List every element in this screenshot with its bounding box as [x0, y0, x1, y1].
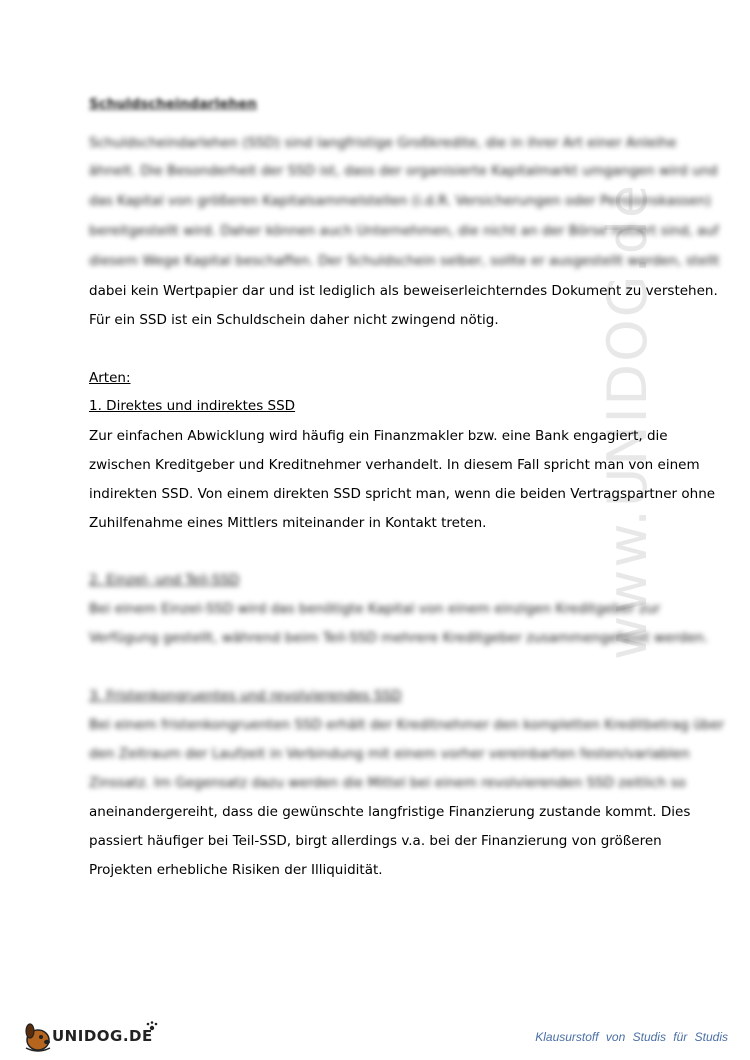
- footer-tagline: Klausurstoff von Studis für Studis: [535, 1030, 728, 1044]
- section3-line-5: passiert häufiger bei Teil-SSD, birgt allerdings v.a. bei der Finanzierung von größeren: [89, 833, 662, 849]
- intro-line-1: Schuldscheindarlehen (SSD) sind langfristige Großkredite, die in ihrer Art einer Anleihe: [89, 135, 677, 151]
- section3-line-6: Projekten erhebliche Risiken der Illiquidität.: [89, 862, 383, 878]
- section1-line-4: Zuhilfenahme eines Mittlers miteinander in Kontakt treten.: [89, 515, 487, 531]
- intro-line-2: ähnelt. Die Besonderheit der SSD ist, dass der organisierte Kapitalmarkt umgangen wird und: [89, 163, 718, 179]
- section3-line-4: aneinandergereiht, dass die gewünschte langfristige Finanzierung zustande kommt. Dies: [89, 804, 691, 820]
- section1-line-1: Zur einfachen Abwicklung wird häufig ein Finanzmakler bzw. eine Bank engagiert, die: [89, 428, 668, 444]
- section2-line-2: Verfügung gestellt, während beim Teil-SSD mehrere Kreditgeber zusammengefasst werden.: [89, 630, 709, 646]
- section2-heading: 2. Einzel- und Teil-SSD: [89, 572, 240, 588]
- intro-line-6: dabei kein Wertpapier dar und ist lediglich als beweiserleichterndes Dokument zu verstehen.: [89, 283, 718, 299]
- section1-line-3: indirekten SSD. Von einem direkten SSD spricht man, wenn die beiden Vertragspartner ohne: [89, 486, 716, 502]
- intro-line-4: bereitgestellt wird. Daher können auch Unternehmen, die nicht an der Börse notiert sind, auf: [89, 223, 719, 239]
- section3-line-2: den Zeitraum der Laufzeit in Verbindung mit einem vorher vereinbarten festen/variablen: [89, 746, 690, 762]
- dog-mascot-icon: [26, 1024, 50, 1051]
- section3-line-1: Bei einem fristenkongruenten SSD erhält der Kreditnehmer den kompletten Kreditbetrag über: [89, 717, 725, 733]
- section1-line-2: zwischen Kreditgeber und Kreditnehmer verhandelt. In diesem Fall spricht man von einem: [89, 457, 700, 473]
- arten-heading: Arten:: [89, 370, 131, 386]
- section3-heading: 3. Fristenkongruentes und revolvierendes SSD: [89, 688, 402, 704]
- intro-line-5: diesem Wege Kapital beschaffen. Der Schuldschein selber, sollte er ausgestellt werden, stellt: [89, 253, 720, 269]
- logo-wordmark: UNIDOG.DE: [52, 1027, 153, 1045]
- section3-line-3: Zinssatz. Im Gegensatz dazu werden die Mittel bei einem revolvierenden SSD zeitlich so: [89, 775, 686, 791]
- intro-line-7: Für ein SSD ist ein Schuldschein daher nicht zwingend nötig.: [89, 312, 499, 328]
- section1-heading: 1. Direktes und indirektes SSD: [89, 398, 296, 414]
- intro-line-3: das Kapital von größeren Kapitalsammelstellen (i.d.R. Versicherungen oder Pensionskassen): [89, 193, 712, 209]
- watermark-text: www.UNIDOG.de: [596, 182, 659, 660]
- section2-line-1: Bei einem Einzel-SSD wird das benötigte Kapital von einem einzigen Kreditgeber zur: [89, 601, 661, 617]
- document-title: Schuldscheindarlehen: [89, 96, 257, 112]
